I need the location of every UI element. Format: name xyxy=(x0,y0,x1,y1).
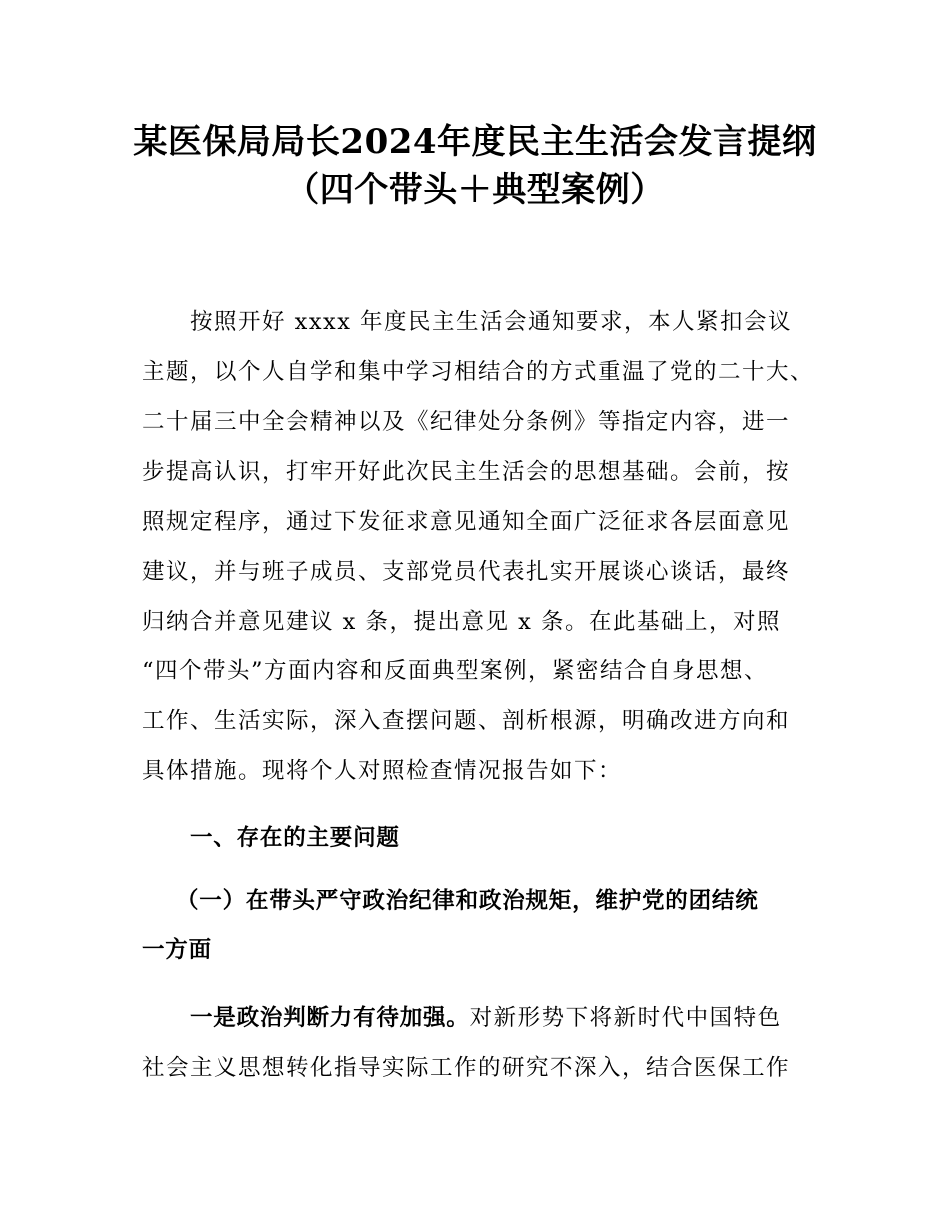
paragraph-1-line-9: 工作、生活实际，深入查摆问题、剖析根源，明确改进方向和 xyxy=(142,708,791,734)
document-title-line-1: 某医保局局长2024年度民主生活会发言提纲 xyxy=(133,122,817,162)
paragraph-1-line-8: “四个带头”方面内容和反面典型案例，紧密结合自身思想、 xyxy=(142,658,769,684)
paragraph-1-line-3: 二十届三中全会精神以及《纪律处分条例》等指定内容，进一 xyxy=(142,409,791,435)
paragraph-1-line-1: 按照开好 xxxx 年度民主生活会通知要求，本人紧扣会议 xyxy=(190,309,793,335)
paragraph-1-line-6: 建议，并与班子成员、支部党员代表扎实开展谈心谈话，最终 xyxy=(142,559,791,585)
paragraph-1-line-2: 主题，以个人自学和集中学习相结合的方式重温了党的二十大、 xyxy=(142,359,815,385)
point-1-line-2: 社会主义思想转化指导实际工作的研究不深入，结合医保工作 xyxy=(142,1055,791,1081)
paragraph-1-line-5: 照规定程序，通过下发征求意见通知全面广泛征求各层面意见 xyxy=(142,509,791,535)
document-title-line-2: （四个带头＋典型案例） xyxy=(285,170,665,210)
section-1-heading: 一、存在的主要问题 xyxy=(190,825,400,851)
subsection-1-heading-line-2: 一方面 xyxy=(142,937,212,963)
paragraph-1-line-7: 归纳合并意见建议 x 条，提出意见 x 条。在此基础上，对照 xyxy=(142,609,781,635)
subsection-1-heading-line-1: （一）在带头严守政治纪律和政治规矩，维护党的团结统 xyxy=(176,888,759,914)
paragraph-1-line-4: 步提高认识，打牢开好此次民主生活会的思想基础。会前，按 xyxy=(142,459,791,485)
point-1-lead: 一是政治判断力有待加强。 xyxy=(190,1005,470,1031)
point-1-line-1 xyxy=(190,1002,782,1034)
point-1-line-1-rest: 对新形势下将新时代中国特色 xyxy=(469,1005,782,1031)
paragraph-1-line-10: 具体措施。现将个人对照检查情况报告如下： xyxy=(142,758,623,784)
